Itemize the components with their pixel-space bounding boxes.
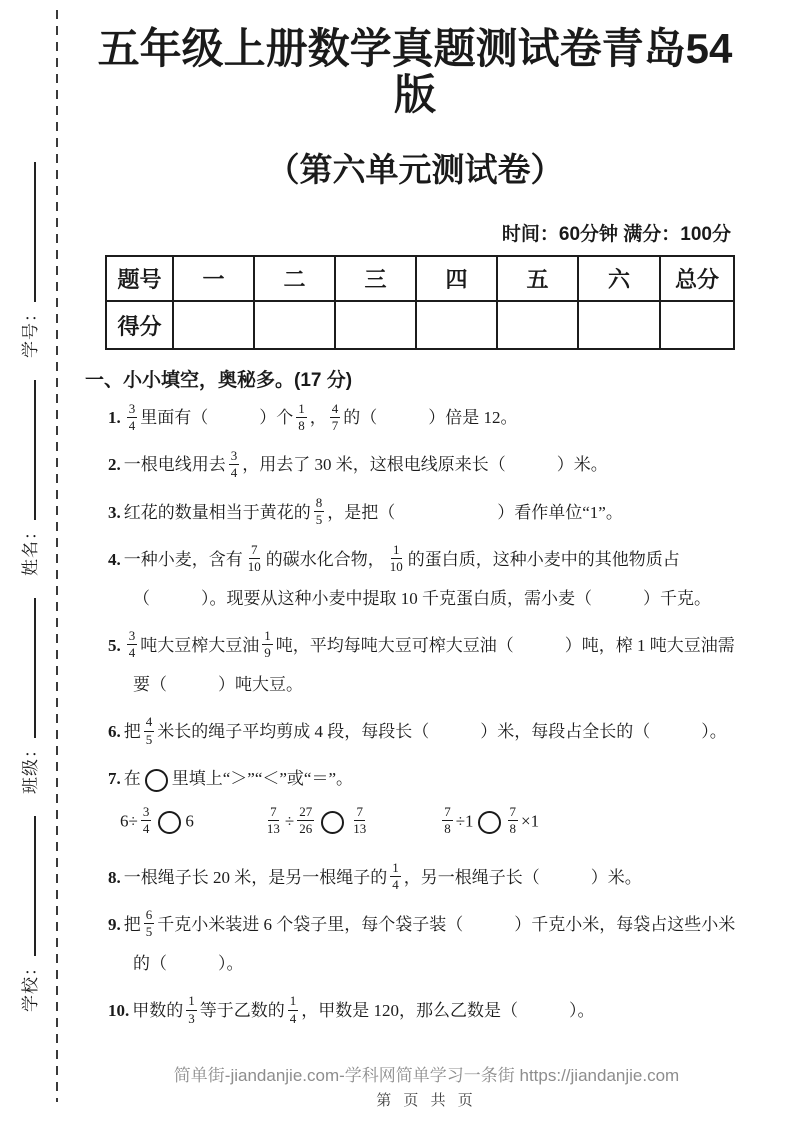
- comparison-expressions: [120, 806, 745, 840]
- header-cell: 四: [416, 256, 497, 301]
- question-number: 4.: [108, 549, 121, 569]
- fraction: $\frac{1}{8}$: [298, 400, 305, 433]
- header-cell: 三: [335, 256, 416, 301]
- compare-circle: [478, 811, 501, 834]
- question-3: 3. 红花的数量相当于黄花的 $\frac{8}{5}$ ，是把（ ）看作单位“1”。: [108, 494, 623, 528]
- fold-dashed-line: [56, 10, 58, 1102]
- margin-field-label: 学校：: [20, 958, 40, 1012]
- score-cell: [578, 301, 660, 349]
- questions-list: [85, 398, 745, 1030]
- paper-content: [85, 0, 745, 1038]
- margin-field: [16, 816, 41, 1012]
- fraction: $\frac{4}{5}$: [145, 714, 153, 747]
- header-cell: 六: [578, 256, 660, 301]
- section-heading: 一、小小填空，奥秘多。(17 分): [85, 370, 353, 392]
- question-number: 10.: [108, 1001, 130, 1020]
- margin-strip: [6, 80, 50, 1012]
- fraction: $\frac{1}{3}$: [188, 993, 195, 1026]
- score-table-body: [106, 256, 734, 349]
- score-cell: [416, 301, 497, 349]
- question-1: 1. $\frac{3}{4}$ 里面有（ ）个 $\frac{1}{8}$ ， $\frac{4}{7}$ 的（ ）倍是 12。: [108, 400, 518, 433]
- score-table: [105, 255, 735, 350]
- margin-field-label: 班级：: [20, 740, 40, 794]
- fraction: $\frac{4}{7}$: [331, 400, 339, 433]
- question-number: 8.: [108, 867, 121, 887]
- question-9: 9. 把 $\frac{6}{5}$ 千克小米装进 6 个袋子里，每个袋子装（ ）千克小米，每袋占这些小米的（ ）。: [108, 907, 736, 973]
- footer-page-number: 第 页 共 页: [376, 1092, 477, 1109]
- fraction: $\frac{3}{4}$: [128, 400, 136, 433]
- margin-field-blank-line: [20, 816, 36, 956]
- fraction: $\frac{3}{4}$: [230, 447, 238, 481]
- header-cell: 二: [254, 256, 335, 301]
- compare-circle: [321, 811, 344, 834]
- margin-field-label: 学号：: [20, 304, 40, 358]
- score-cell: [173, 301, 254, 349]
- question-number: 5.: [108, 635, 121, 655]
- page-title: 五年级上册数学真题测试卷青岛54版: [97, 25, 733, 119]
- fraction: $\frac{1}{4}$: [392, 860, 399, 893]
- question-number: 9.: [108, 914, 121, 934]
- exam-meta: 时间：60分钟 满分：100分: [501, 224, 731, 246]
- fraction: $\frac{7}{13}$: [353, 804, 367, 837]
- header-cell: 总分: [660, 256, 734, 301]
- question-2: 2. 一根电线用去 $\frac{3}{4}$ ，用去了 30 米，这根电线原来长（ ）米。: [108, 447, 608, 481]
- fraction: $\frac{7}{10}$: [247, 542, 261, 575]
- fraction: $\frac{1}{9}$: [264, 628, 271, 661]
- margin-field: [16, 380, 41, 576]
- compare-circle: [145, 769, 168, 792]
- fraction: $\frac{8}{5}$: [315, 494, 323, 528]
- question-number: 7.: [108, 769, 121, 789]
- question-number: 1.: [108, 408, 121, 428]
- question-7: 7. 在 里填上“＞”“＜”或“＝”。: [85, 759, 745, 798]
- margin-field-label: 姓名：: [20, 522, 40, 576]
- fraction: $\frac{7}{8}$: [509, 804, 517, 837]
- question-10: 10. 甲数的 $\frac{1}{3}$ 等于乙数的 $\frac{1}{4}$ ，甲数是 120，那么乙数是（ ）。: [108, 993, 595, 1026]
- header-row: [106, 256, 734, 301]
- score-cell: [335, 301, 416, 349]
- score-cell: [254, 301, 335, 349]
- question-number: 3.: [108, 502, 121, 522]
- score-cell: [660, 301, 734, 349]
- margin-field-blank-line: [20, 162, 36, 302]
- page-subtitle: （第六单元测试卷）: [266, 151, 564, 189]
- fraction: $\frac{27}{26}$: [299, 804, 313, 837]
- question-number: 6.: [108, 722, 121, 742]
- score-cell: 得分: [106, 301, 173, 349]
- compare-circle: [158, 811, 181, 834]
- fraction: $\frac{7}{13}$: [266, 804, 280, 837]
- comparison-expression: 6÷ $\frac{3}{4}$ 6: [120, 804, 194, 837]
- page-footer: [60, 1061, 793, 1110]
- header-cell: 题号: [106, 256, 173, 301]
- margin-field: [16, 162, 41, 358]
- header-cell: 一: [173, 256, 254, 301]
- fraction: $\frac{1}{4}$: [289, 993, 297, 1026]
- score-cell: [497, 301, 578, 349]
- question-6: 6. 把 $\frac{4}{5}$ 米长的绳子平均剪成 4 段，每段长（ ）米，每段占全长的（ ）。: [108, 714, 727, 747]
- question-8: 8. 一根绳子长 20 米，是另一根绳子的 $\frac{1}{4}$ ，另一根绳子长（ ）米。: [108, 860, 642, 893]
- margin-field-blank-line: [20, 598, 36, 738]
- comparison-expression: $\frac{7}{8}$ ÷1 $\frac{7}{8}$ ×1: [444, 804, 540, 837]
- header-cell: 五: [497, 256, 578, 301]
- score-row: [106, 301, 734, 349]
- question-4: 4. 一种小麦，含有 $\frac{7}{10}$ 的碳水化合物， $\frac{1}{10}$ 的蛋白质，这种小麦中的其他物质占（ ）。现要从这种小麦中提取 10 千克蛋白质，需小麦（ ）千克。: [108, 542, 711, 608]
- fraction: $\frac{7}{8}$: [444, 804, 451, 837]
- question-number: 2.: [108, 455, 121, 475]
- question-5: 5. $\frac{3}{4}$ 吨大豆榨大豆油 $\frac{1}{9}$ 吨，平均每吨大豆可榨大豆油（ ）吨，榨 1 吨大豆油需要（ ）吨大豆。: [108, 628, 735, 694]
- comparison-expression: $\frac{7}{13}$ ÷ $\frac{27}{26}$ $\frac{7}{13}$: [266, 804, 367, 837]
- margin-field: [16, 598, 41, 794]
- fraction: $\frac{3}{4}$: [128, 628, 136, 661]
- footer-link[interactable]: 简单街-jiandanjie.com-学科网简单学习一条街 https://jiandanjie.com: [173, 1066, 680, 1085]
- fraction: $\frac{3}{4}$: [142, 804, 150, 837]
- margin-field-blank-line: [20, 380, 36, 520]
- fraction: $\frac{6}{5}$: [145, 907, 153, 940]
- fraction: $\frac{1}{10}$: [389, 542, 403, 575]
